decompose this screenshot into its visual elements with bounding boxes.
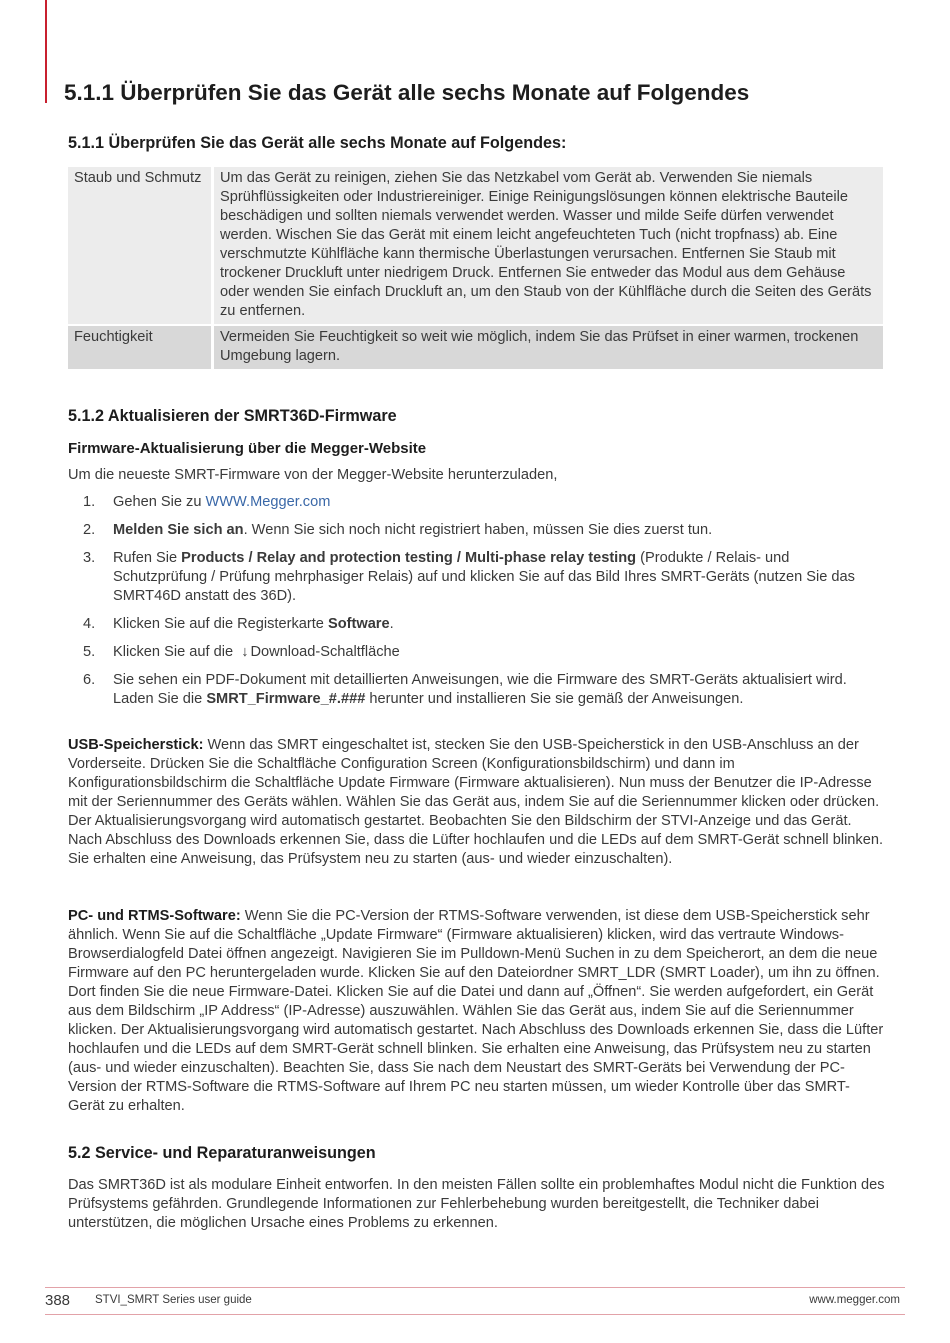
step-number: 1. <box>83 494 96 510</box>
table-cell-text: Vermeiden Sie Feuchtigkeit so weit wie möglich, indem Sie das Prüfset in einer warmen, trockenen Umgebung lagern. <box>213 325 884 369</box>
firmware-steps <box>68 493 886 709</box>
step-text: herunter und installieren Sie sie gemäß der Anweisungen. <box>365 691 744 707</box>
pc-text: Wenn Sie die PC-Version der RTMS-Software verwenden, ist diese dem USB-Speicherstick sehr ähnlich. Wenn Sie auf die Schaltfläche „Update Firmware“ (Firmware aktualisieren) klicken, wird das vertraute Windows-Browserdialogfeld Datei öffnen angezeigt. Navigieren Sie im Pulldown-Menü Suchen in zu dem Speicherort, an dem die neue Firmware auf den PC heruntergeladen wurde. Klicken Sie auf den Dateiordner SMRT_LDR (SMRT Loader), um ihn zu öffnen. Dort finden Sie die neue Firmware-Datei. Klicken Sie auf die Datei und dann auf „Öffnen“. Sie werden aufgefordert, ein Gerät aus dem Bildschirm „IP Address“ (IP-Adresse) auszuwählen. Wählen Sie das Gerät aus, indem Sie auf die Seriennummer klicken. Der Aktualisierungsvorgang wird automatisch gestartet. Nach Abschluss des Downloads erkennen Sie, dass die Lüfter hochlaufen und die LEDs auf dem SMRT-Gerät schnell blinken. Sie erhalten eine Anweisung, das Prüfsystem neu zu starten (aus- und wieder einzuschalten). Beachten Sie, dass Sie nach dem Neustart des SMRT-Geräts bei Verwendung der PC-Version der RTMS-Software die RTMS-Software auf Ihrem PC neu starten müssen, um wieder Kontrolle über das SMRT-Gerät zu erhalten. <box>68 908 884 1114</box>
pc-paragraph <box>68 907 886 1116</box>
list-item <box>68 493 886 512</box>
service-paragraph: Das SMRT36D ist als modulare Einheit entworfen. In den meisten Fällen sollte ein problemhaftes Modul nicht die Funktion des Prüfsystems gefährden. Grundlegende Informationen zur Fehlerbehebung wurden bereitgestellt, die Techniker dabei unterstützen, die möglichen Ursache eines Problems zu erkennen. <box>68 1177 885 1231</box>
step-text: (Produkte / Relais- und Schutzprüfung / Prüfung mehrphasiger Relais) auf und klicken Sie auf das Bild Ihres SMRT-Geräts (nutzen Sie das SMRT46D anstatt des 36D). <box>113 550 855 604</box>
step-bold-text: Products / Relay and protection testing / Multi-phase relay testing <box>181 550 637 566</box>
step-text: Klicken Sie auf die <box>113 644 242 660</box>
step-number: 2. <box>83 522 96 538</box>
page-title: 5.1.1 Überprüfen Sie das Gerät alle sechs Monate auf Folgendes <box>64 80 750 105</box>
step-text: Klicken Sie auf die Registerkarte <box>113 616 328 632</box>
step-text: . Wenn Sie sich noch nicht registriert haben, müssen Sie dies zuerst tun. <box>243 522 713 538</box>
firmware-intro: Um die neueste SMRT-Firmware von der Megger-Website herunterzuladen, <box>68 467 558 483</box>
website-heading: Firmware-Aktualisierung über die Megger-Website <box>68 440 427 457</box>
step-bold-text: Software <box>327 616 390 632</box>
list-item <box>68 671 886 709</box>
step-text: Download-Schaltfläche <box>250 644 400 660</box>
step-bold-text: Melden Sie sich an <box>113 522 244 538</box>
pc-label: PC- und RTMS-Software: <box>68 908 241 924</box>
usb-paragraph <box>68 736 886 869</box>
step-text: Sie sehen ein PDF-Dokument mit detaillierten Anweisungen, wie die Firmware des SMRT-Geräts aktualisiert wird. Laden Sie die <box>113 672 847 707</box>
header-accent-bar <box>45 0 47 103</box>
list-item <box>68 521 886 540</box>
table-row <box>68 167 883 325</box>
step-bold-text: SMRT_Firmware_#.### <box>206 691 366 707</box>
list-item <box>68 615 886 634</box>
table-row <box>68 325 883 369</box>
maintenance-table <box>68 167 883 369</box>
list-item <box>68 549 886 606</box>
usb-text: Wenn das SMRT eingeschaltet ist, stecken Sie den USB-Speicherstick in den USB-Anschluss an der Vorderseite. Drücken Sie die Schaltfläche Configuration Screen (Konfigurationsbildschirm) und dann im Konfigurationsbildschirm die Schaltfläche Update Firmware (Firmware aktualisieren). Nun muss der Benutzer die IP-Adresse mit der Seriennummer des Geräts wählen. Wählen Sie das Gerät aus, indem Sie auf die Seriennummer klicken oder drücken. Der Aktualisierungsvorgang wird automatisch gestartet. Beobachten Sie den Bildschirm der STVI-Anzeige und das Gerät. Nach Abschluss des Downloads erkennen Sie, dass die Lüfter hochlaufen und die LEDs auf dem SMRT-Gerät schnell blinken. Sie erhalten eine Anweisung, das Prüfsystem neu zu starten (aus- und wieder einzuschalten). <box>68 737 884 867</box>
footer-website-link[interactable]: www.megger.com <box>809 1294 900 1306</box>
usb-label: USB-Speicherstick: <box>68 737 204 753</box>
footer-page-number: 388 <box>45 1292 71 1309</box>
megger-website-link[interactable]: WWW.Megger.com <box>205 494 331 510</box>
footer-divider-top <box>45 1287 905 1288</box>
step-number: 3. <box>83 550 96 566</box>
table-cell-item: Staub und Schmutz <box>68 167 213 325</box>
step-number: 5. <box>83 644 96 660</box>
table-cell-item: Feuchtigkeit <box>68 325 213 369</box>
list-item <box>68 643 886 662</box>
step-text: . <box>389 616 394 632</box>
main-content <box>68 133 886 1233</box>
step-text: Gehen Sie zu <box>113 494 206 510</box>
step-number: 6. <box>83 672 96 688</box>
table-cell-text: Um das Gerät zu reinigen, ziehen Sie das Netzkabel vom Gerät ab. Verwenden Sie niemals Sprühflüssigkeiten oder Industriereiniger. Einige Reinigungslösungen können elektrische Bauteile beschädigen und sollten niemals verwendet werden. Wasser und milde Seife dürfen verwendet werden. Wischen Sie das Gerät mit einem leicht angefeuchteten Tuch (nicht tropfnass) ab. Eine verschmutzte Kühlfläche kann thermische Überlastungen verursachen. Entfernen Sie Staub mit trockener Druckluft unter niedrigem Druck. Entfernen Sie entweder das Modul aus dem Gehäuse oder wenden Sie einfach Druckluft an, um den Staub von der Kühlfläche durch die Seiten des Geräts zu entfernen. <box>213 167 884 325</box>
subsection-title: 5.1.1 Überprüfen Sie das Gerät alle sechs Monate auf Folgendes: <box>68 134 567 152</box>
step-number: 4. <box>83 616 96 632</box>
firmware-section-title: 5.1.2 Aktualisieren der SMRT36D-Firmware <box>68 407 397 425</box>
download-arrow-icon: ↓ <box>241 644 249 660</box>
footer-divider-bottom <box>45 1314 905 1315</box>
service-section-title: 5.2 Service- und Reparaturanweisungen <box>68 1144 376 1162</box>
footer-guide-title: STVI_SMRT Series user guide <box>95 1294 252 1306</box>
step-text: Rufen Sie <box>113 550 182 566</box>
